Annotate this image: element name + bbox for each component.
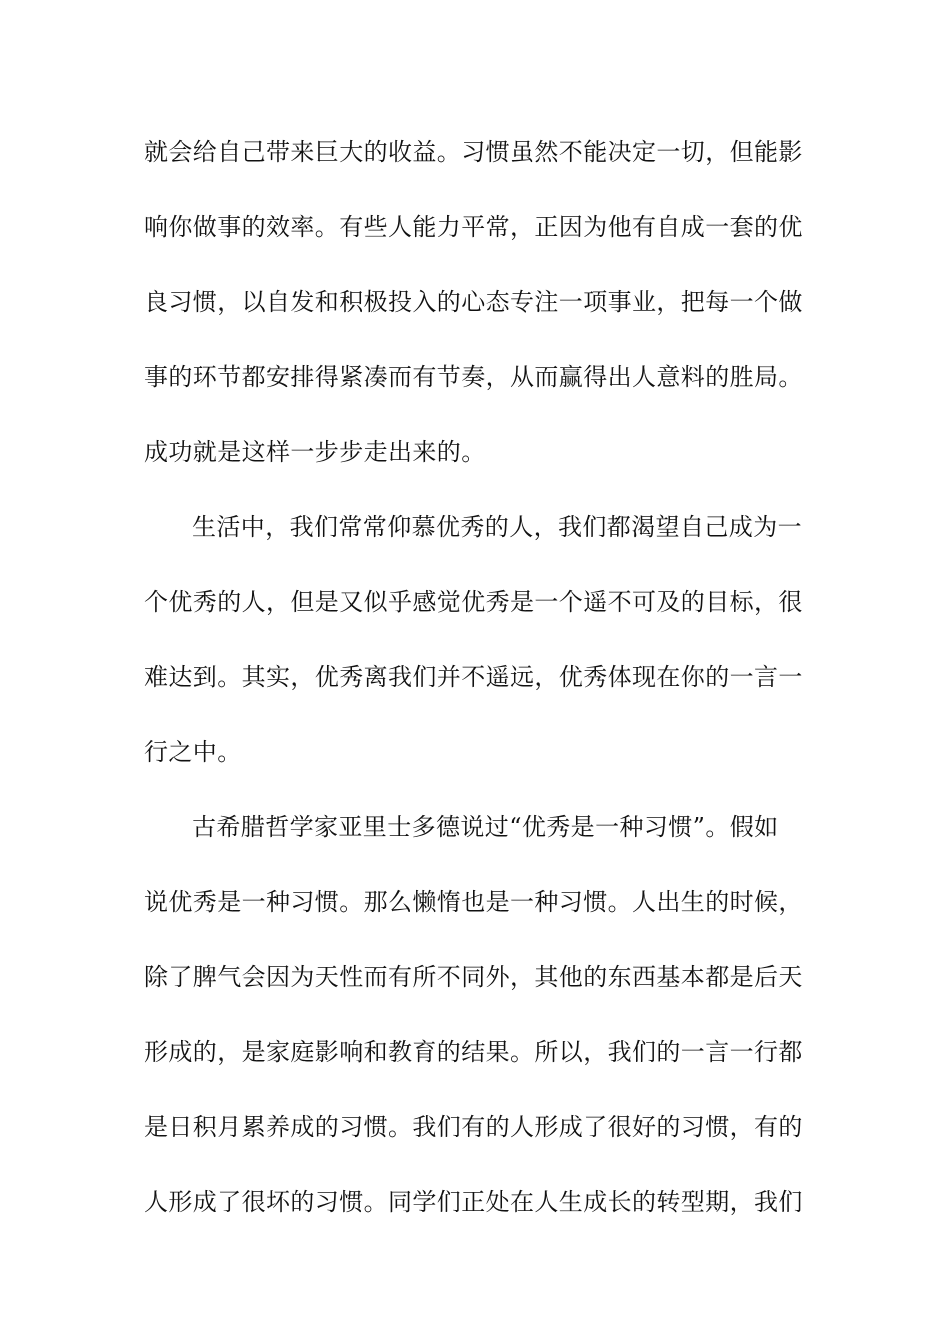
text-line: 响你做事的效率。有些人能力平常，正因为他有自成一套的优 <box>144 213 803 241</box>
document-body <box>144 122 808 1247</box>
text-line: 难达到。其实，优秀离我们并不遥远，优秀体现在你的一言一 <box>144 663 803 691</box>
text-line: 人形成了很坏的习惯。同学们正处在人生成长的转型期，我们 <box>144 1188 803 1216</box>
text-line: 个优秀的人，但是又似乎感觉优秀是一个遥不可及的目标，很 <box>144 588 803 616</box>
text-line: 成功就是这样一步步走出来的。 <box>144 438 486 466</box>
paragraph-first-line: 生活中，我们常常仰慕优秀的人，我们都渴望自己成为一 <box>192 513 802 541</box>
text-line: 良习惯，以自发和积极投入的心态专注一项事业，把每一个做 <box>144 288 803 316</box>
text-line: 说优秀是一种习惯。那么懒惰也是一种习惯。人出生的时候， <box>144 888 803 916</box>
text-line: 除了脾气会因为天性而有所不同外，其他的东西基本都是后天 <box>144 963 803 991</box>
text-line: 行之中。 <box>144 738 242 766</box>
text-line: 就会给自己带来巨大的收益。习惯虽然不能决定一切，但能影 <box>144 138 803 166</box>
text-line: 事的环节都安排得紧凑而有节奏，从而赢得出人意料的胜局。 <box>144 363 803 391</box>
paragraph-first-line: 古希腊哲学家亚里士多德说过“优秀是一种习惯”。假如 <box>192 813 779 841</box>
text-line: 是日积月累养成的习惯。我们有的人形成了很好的习惯，有的 <box>144 1113 803 1141</box>
text-line: 形成的，是家庭影响和教育的结果。所以，我们的一言一行都 <box>144 1038 803 1066</box>
